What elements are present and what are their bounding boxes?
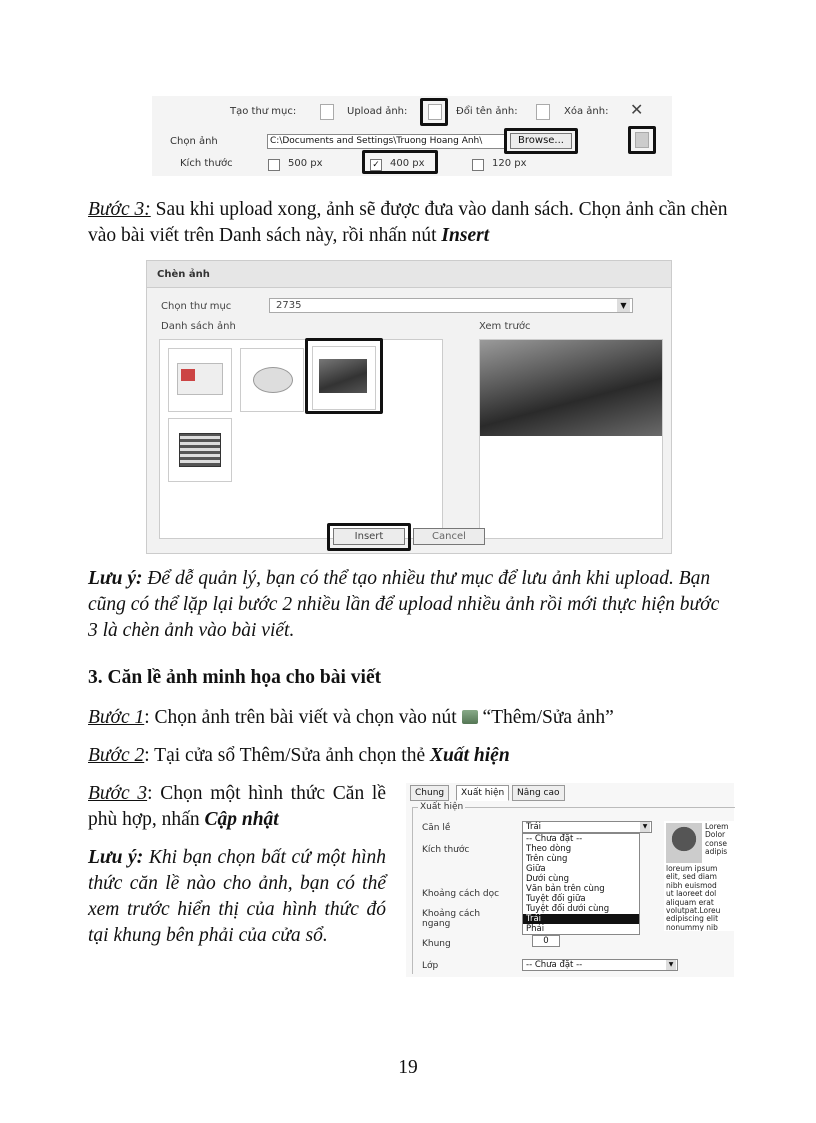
size-label: Kích thước: [422, 845, 470, 855]
preview-image: [480, 340, 662, 436]
rename-icon[interactable]: [536, 104, 550, 120]
add-edit-image-icon: [462, 710, 478, 724]
s3-step3-button: Cập nhật: [204, 809, 279, 830]
preview-line: aliquam erat: [666, 897, 714, 907]
preview-text-bottom: [666, 865, 720, 931]
s3-step1: [88, 705, 738, 731]
class-value: -- Chưa đặt --: [526, 960, 583, 970]
image-list-label: Danh sách ảnh: [161, 321, 236, 332]
size-400-label: 400 px: [390, 158, 425, 169]
alignment-preview: [664, 821, 734, 931]
upload-highlight: [420, 98, 448, 126]
step3-insert: Insert: [441, 225, 490, 246]
chevron-down-icon[interactable]: ▼: [640, 822, 650, 832]
border-input[interactable]: 0: [532, 935, 560, 947]
align-option[interactable]: Tuyệt đối giữa: [526, 894, 586, 904]
s3-step1-button: “Thêm/Sửa ảnh”: [477, 707, 614, 728]
preview-line: nonummy nib: [666, 922, 718, 931]
tab-general[interactable]: Chung: [410, 785, 449, 801]
image-thumbnail[interactable]: [240, 348, 304, 412]
image-thumbnail[interactable]: [168, 348, 232, 412]
step3-paragraph: [88, 197, 728, 249]
upload-label: Upload ảnh:: [347, 106, 408, 117]
s3-step2-tab: Xuất hiện: [430, 745, 510, 766]
preview-line: volutpat.Loreu: [666, 906, 721, 916]
tab-appearance[interactable]: Xuất hiện: [456, 785, 509, 801]
size-500-checkbox[interactable]: [268, 159, 280, 171]
size-label: Kích thước: [180, 158, 233, 169]
fieldset-legend: Xuất hiện: [420, 802, 464, 812]
image-thumbnail[interactable]: [168, 418, 232, 482]
preview-line: elit, sed diam: [666, 872, 717, 882]
size-400-checkbox[interactable]: ✓: [370, 159, 382, 171]
hspace-label: Khoảng cách ngang: [422, 909, 481, 929]
align-option[interactable]: Phải: [526, 924, 545, 934]
class-label: Lớp: [422, 961, 439, 971]
s3-step2-text: : Tại cửa sổ Thêm/Sửa ảnh chọn thẻ: [144, 745, 431, 766]
s3-step2-label: Bước 2: [88, 745, 145, 766]
folder-value: 2735: [276, 300, 302, 311]
s3-step3-label: Bước 3: [88, 783, 148, 804]
choose-image-label: Chọn ảnh: [170, 136, 218, 147]
preview-line: adipis: [705, 847, 728, 857]
dialog-title: Chèn ảnh: [157, 269, 210, 280]
class-select[interactable]: [522, 959, 678, 971]
s3-step3: [88, 781, 386, 833]
folder-label: Chọn thư mục: [161, 301, 232, 312]
note2-label: Lưu ý:: [88, 847, 144, 868]
insert-image-dialog: [146, 260, 672, 554]
preview-panel: [479, 339, 663, 539]
preview-tree-image: [666, 823, 702, 863]
preview-label: Xem trước: [479, 321, 531, 332]
cancel-button[interactable]: Cancel: [413, 528, 485, 545]
delete-label: Xóa ảnh:: [564, 106, 609, 117]
chevron-down-icon[interactable]: ▼: [617, 299, 630, 312]
align-label: Căn lề: [422, 823, 451, 833]
preview-line: loreum ipsum: [666, 864, 718, 873]
image-thumbnail-selected[interactable]: [312, 346, 376, 410]
step3-text: Sau khi upload xong, ảnh sẽ được đưa vào danh sách. Chọn ảnh cần chèn vào bài viết trên Danh sách này, rồi nhấn nút: [88, 199, 728, 246]
note1-text: Để dễ quản lý, bạn có thể tạo nhiều thư mục để lưu ảnh khi upload. Bạn cũng có thể lặp lại bước 2 nhiều lần để upload nhiều ảnh rồi mới thực hiện bước 3 là chèn ảnh vào bài viết.: [88, 568, 720, 641]
file-path-input[interactable]: C:\Documents and Settings\Truong Hoang Anh\: [267, 134, 507, 149]
tab-advanced[interactable]: Nâng cao: [512, 785, 565, 801]
image-properties-screenshot: [406, 783, 734, 977]
align-option[interactable]: Giữa: [526, 864, 546, 874]
note1-label: Lưu ý:: [88, 568, 143, 589]
folder-add-icon[interactable]: [320, 104, 334, 120]
align-option[interactable]: -- Chưa đặt --: [526, 834, 583, 844]
s3-step2: [88, 743, 738, 769]
rename-label: Đổi tên ảnh:: [456, 106, 518, 117]
align-select[interactable]: [522, 821, 652, 833]
step3-label: Bước 3:: [88, 199, 151, 220]
chevron-down-icon[interactable]: ▼: [666, 960, 676, 970]
align-dropdown-list: [522, 833, 640, 935]
align-option[interactable]: Trên cùng: [526, 854, 568, 864]
align-option[interactable]: Văn bản trên cùng: [526, 884, 605, 894]
preview-line: edipiscing elit: [666, 914, 719, 924]
preview-line: ut laoreet dol: [666, 889, 717, 899]
note1-paragraph: [88, 566, 728, 644]
browse-button[interactable]: Browse...: [510, 133, 572, 149]
dialog-header: [147, 261, 671, 288]
s3-step1-label: Bước 1: [88, 707, 145, 728]
note2-text: Khi bạn chọn bất cứ một hình thức căn lề nào cho ảnh, bạn có thể xem trước hiển thị của hình thức đó tại khung bên phải của cửa sổ.: [88, 847, 386, 946]
image-list-panel: [159, 339, 443, 539]
create-folder-label: Tạo thư mục:: [230, 106, 297, 117]
section-heading: 3. Căn lề ảnh minh họa cho bài viết: [88, 667, 382, 688]
upload-toolbar-screenshot: [152, 96, 672, 176]
size-120-label: 120 px: [492, 158, 527, 169]
preview-line: Dolor: [705, 830, 726, 840]
page-number: 19: [398, 1057, 418, 1078]
insert-button[interactable]: Insert: [333, 528, 405, 545]
vspace-label: Khoảng cách dọc: [422, 889, 500, 899]
align-option-selected[interactable]: Trái: [523, 914, 639, 924]
preview-line: Lorem: [705, 822, 729, 831]
preview-line: conse: [705, 838, 727, 848]
preview-line: nibh euismod: [666, 880, 717, 890]
size-120-checkbox[interactable]: [472, 159, 484, 171]
align-value: Trái: [526, 822, 542, 832]
align-option[interactable]: Dưới cùng: [526, 874, 570, 884]
preview-text-top: [705, 823, 728, 857]
align-option[interactable]: Tuyệt đối dưới cùng: [526, 904, 610, 914]
s3-step1-text: : Chọn ảnh trên bài viết và chọn vào nút: [144, 707, 462, 728]
note2-paragraph: [88, 845, 386, 949]
upload-submit-icon[interactable]: [635, 132, 649, 148]
size-500-label: 500 px: [288, 158, 323, 169]
delete-icon[interactable]: ✕: [630, 100, 644, 119]
align-option[interactable]: Theo dòng: [526, 844, 572, 854]
s3-step3-text: : Chọn một hình thức Căn lề phù hợp, nhấn: [88, 783, 386, 830]
folder-select[interactable]: [269, 298, 633, 313]
border-label: Khung: [422, 939, 451, 949]
